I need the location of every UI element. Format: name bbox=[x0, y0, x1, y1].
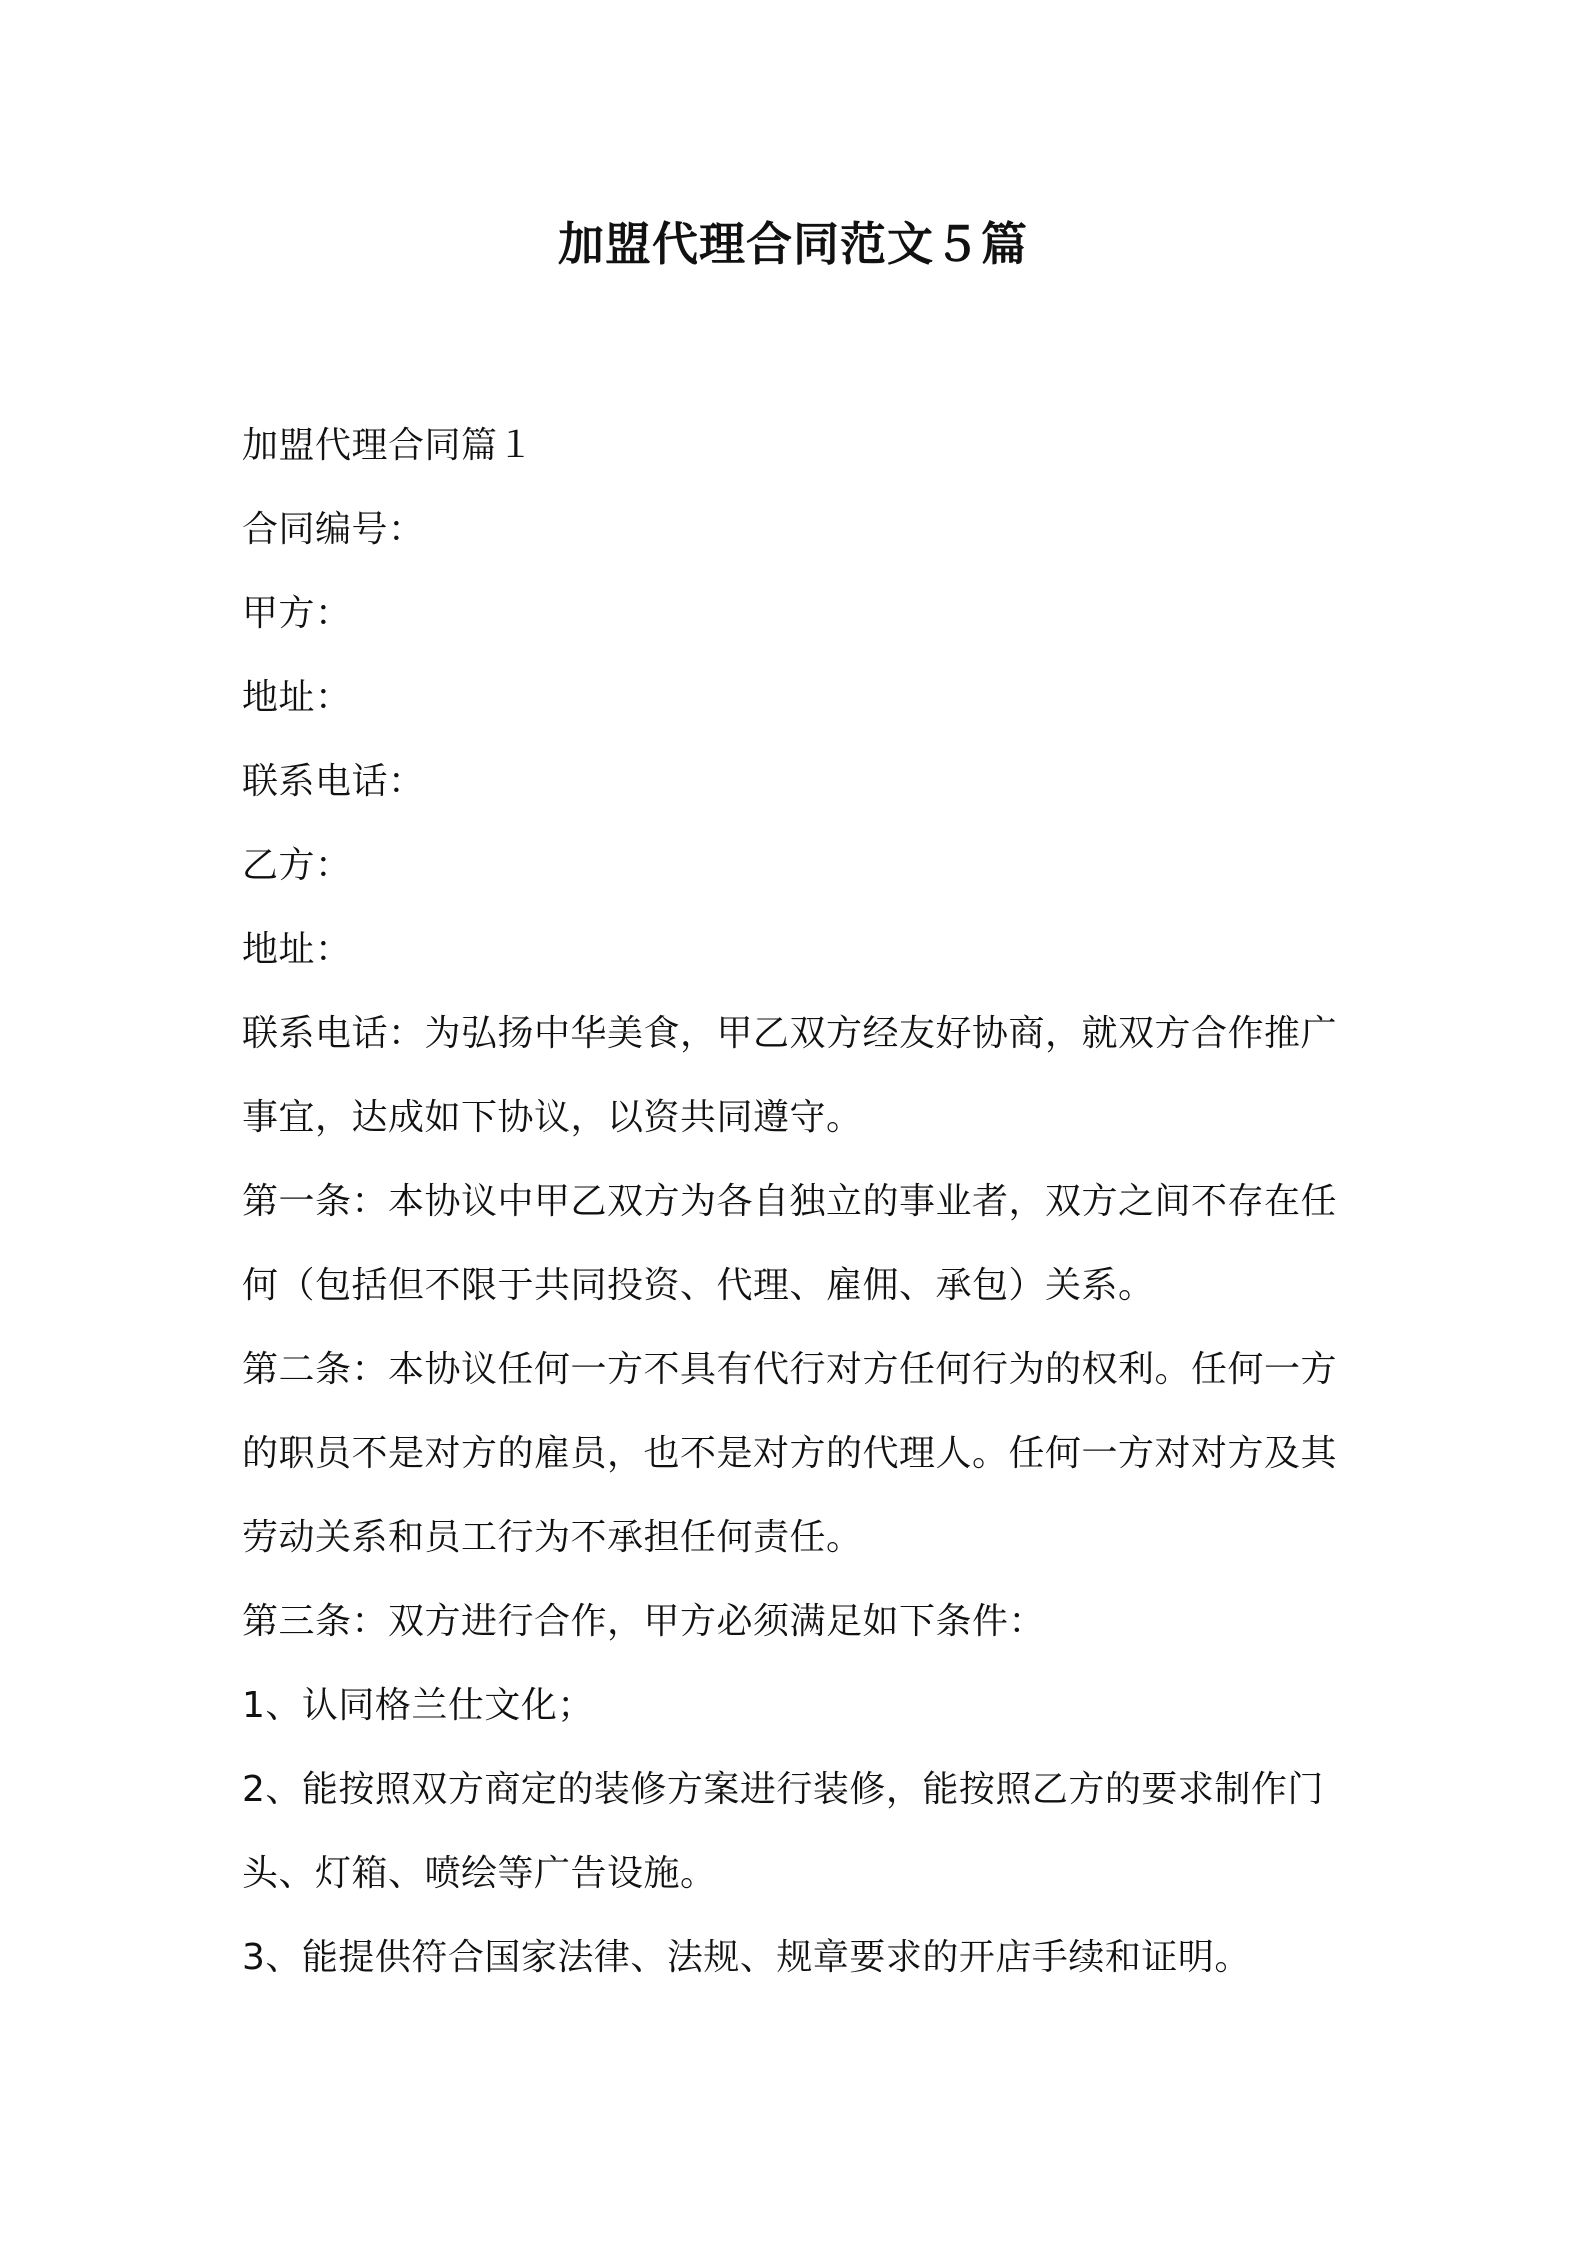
party-b-phone-and-preamble: 联系电话：为弘扬中华美食，甲乙双方经友好协商，就双方合作推广事宜，达成如下协议，以资共同遵守。 bbox=[242, 1013, 1338, 1138]
party-a-line: 甲方： bbox=[242, 593, 352, 634]
party-a-address-line: 地址： bbox=[242, 677, 352, 718]
article-3: 第三条：双方进行合作，甲方必须满足如下条件： bbox=[242, 1601, 1046, 1642]
party-b-address-line: 地址： bbox=[242, 929, 352, 970]
section-heading: 加盟代理合同篇１ bbox=[242, 425, 535, 466]
party-b-line: 乙方： bbox=[242, 845, 352, 886]
condition-1: 1、认同格兰仕文化； bbox=[242, 1685, 594, 1726]
condition-2: 2、能按照双方商定的装修方案进行装修，能按照乙方的要求制作门头、灯箱、喷绘等广告设施。 bbox=[242, 1769, 1324, 1894]
contract-number-line: 合同编号： bbox=[242, 509, 425, 550]
article-1: 第一条：本协议中甲乙双方为各自独立的事业者，双方之间不存在任何（包括但不限于共同投资、代理、雇佣、承包）关系。 bbox=[242, 1181, 1338, 1306]
document-body bbox=[242, 404, 1362, 2000]
document-title: 加盟代理合同范文５篇 bbox=[558, 217, 1028, 271]
article-2: 第二条：本协议任何一方不具有代行对方任何行为的权利。任何一方的职员不是对方的雇员，也不是对方的代理人。任何一方对对方及其劳动关系和员工行为不承担任何责任。 bbox=[242, 1349, 1338, 1558]
party-a-phone-line: 联系电话： bbox=[242, 761, 425, 802]
condition-3: 3、能提供符合国家法律、法规、规章要求的开店手续和证明。 bbox=[242, 1937, 1251, 1978]
